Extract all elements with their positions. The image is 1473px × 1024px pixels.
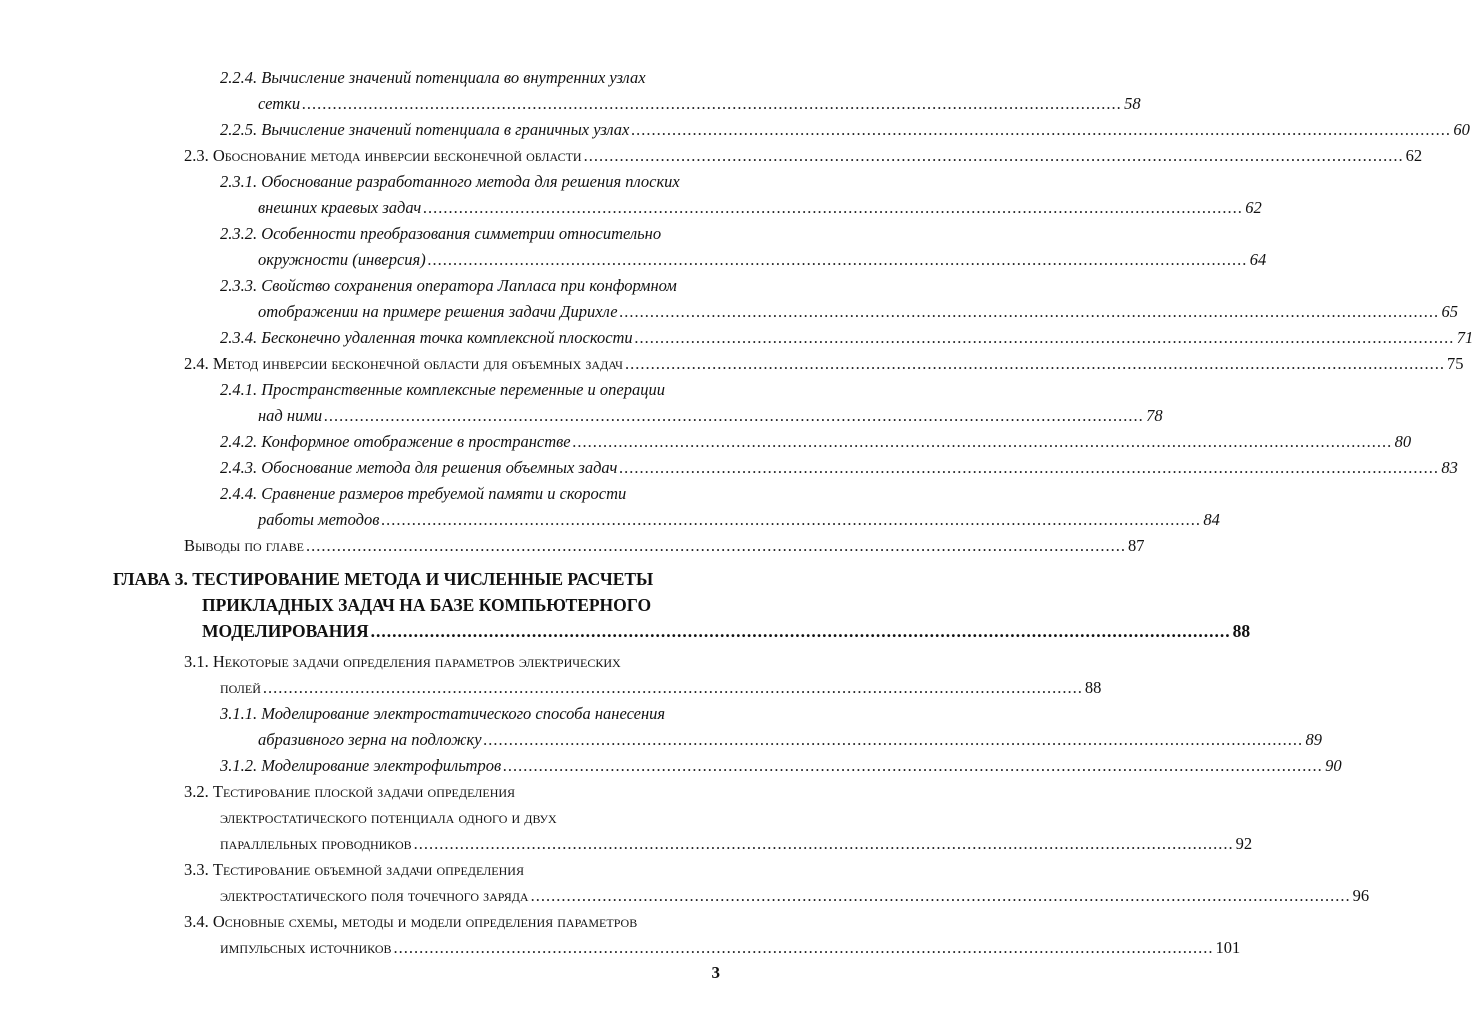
toc-entry-2-3-4[interactable]: 2.3.4. Бесконечно удаленная точка комплексной плоскости ................................................................................................................................................................ 71 bbox=[220, 328, 1473, 347]
leader-dots: ................................................................................................................................................................ bbox=[427, 250, 1248, 269]
leader-dots: ................................................................................................................................................................ bbox=[624, 354, 1445, 373]
toc-entry-2-2-4[interactable]: сетки ................................................................................................................................................................ 58 bbox=[258, 94, 1141, 113]
leader-dots: ................................................................................................................................................................ bbox=[631, 120, 1452, 139]
toc-entry-2-3[interactable]: 2.3. Обоснование метода инверсии бесконечной области ................................................................................................................................................................ 62 bbox=[184, 146, 1423, 165]
toc-entry-chapter-3[interactable]: МОДЕЛИРОВАНИЯ ................................................................................................................................................................ 88 bbox=[202, 621, 1251, 641]
toc-entry-2-4-3[interactable]: 2.4.3. Обоснование метода для решения объемных задач ................................................................................................................................................................ 83 bbox=[220, 458, 1458, 477]
toc-entry-3-1-1-line1: 3.1.1. Моделирование электростатического способа нанесения bbox=[220, 704, 666, 723]
leader-dots: ................................................................................................................................................................ bbox=[324, 406, 1145, 425]
toc-entry-3-2-line1: 3.2. Тестирование плоской задачи определения bbox=[184, 782, 516, 801]
toc-entry-3-1[interactable]: полей ................................................................................................................................................................ 88 bbox=[220, 678, 1102, 697]
leader-dots: ................................................................................................................................................................ bbox=[370, 621, 1231, 641]
leader-dots: ................................................................................................................................................................ bbox=[305, 536, 1126, 555]
toc-entry-2-4-2[interactable]: 2.4.2. Конформное отображение в пространстве ................................................................................................................................................................ 80 bbox=[220, 432, 1412, 451]
toc-entry-2-4-1-line1: 2.4.1. Пространственные комплексные переменные и операции bbox=[220, 380, 665, 399]
toc-entry-2-4-1[interactable]: над ними ................................................................................................................................................................ 78 bbox=[258, 406, 1163, 425]
toc-entry-2-3-2-line1: 2.3.2. Особенности преобразования симметрии относительно bbox=[220, 224, 662, 243]
leader-dots: ................................................................................................................................................................ bbox=[381, 510, 1202, 529]
toc-entry-2-3-1-line1: 2.3.1. Обоснование разработанного метода для решения плоских bbox=[220, 172, 680, 191]
leader-dots: ................................................................................................................................................................ bbox=[572, 432, 1393, 451]
leader-dots: ................................................................................................................................................................ bbox=[634, 328, 1455, 347]
toc-entry-3-2-line2: электростатического потенциала одного и двух bbox=[220, 808, 557, 827]
toc-entry-3-1-2[interactable]: 3.1.2. Моделирование электрофильтров ................................................................................................................................................................ 90 bbox=[220, 756, 1342, 775]
toc-entry-conclusions[interactable]: Выводы по главе ................................................................................................................................................................ 87 bbox=[184, 536, 1145, 555]
leader-dots: ................................................................................................................................................................ bbox=[530, 886, 1351, 905]
toc-entry-3-3[interactable]: электростатического поля точечного заряда ................................................................................................................................................................ 96 bbox=[220, 886, 1370, 905]
leader-dots: ................................................................................................................................................................ bbox=[503, 756, 1324, 775]
toc-entry-3-1-1[interactable]: абразивного зерна на подложку ................................................................................................................................................................ 89 bbox=[258, 730, 1323, 749]
page-number: 3 bbox=[711, 963, 720, 982]
leader-dots: ................................................................................................................................................................ bbox=[483, 730, 1304, 749]
toc-entry-2-3-2[interactable]: окружности (инверсия) ................................................................................................................................................................ 64 bbox=[258, 250, 1267, 269]
toc-entry-2-4-4-line1: 2.4.4. Сравнение размеров требуемой памяти и скорости bbox=[220, 484, 627, 503]
toc-entry-2-3-3-line1: 2.3.3. Свойство сохранения оператора Лапласа при конформном bbox=[220, 276, 677, 295]
toc-entry-2-2-5[interactable]: 2.2.5. Вычисление значений потенциала в граничных узлах ................................................................................................................................................................ 60 bbox=[220, 120, 1470, 139]
leader-dots: ................................................................................................................................................................ bbox=[583, 146, 1404, 165]
leader-dots: ................................................................................................................................................................ bbox=[619, 458, 1440, 477]
chapter-3-title-line2: ПРИКЛАДНЫХ ЗАДАЧ НА БАЗЕ КОМПЬЮТЕРНОГО bbox=[202, 595, 652, 615]
toc-entry-2-3-3[interactable]: отображении на примере решения задачи Дирихле ................................................................................................................................................................ 65 bbox=[258, 302, 1459, 321]
toc-entry-3-2[interactable]: параллельных проводников ................................................................................................................................................................ 92 bbox=[220, 834, 1253, 853]
leader-dots: ................................................................................................................................................................ bbox=[413, 834, 1234, 853]
leader-dots: ................................................................................................................................................................ bbox=[393, 938, 1214, 957]
toc-entry-2-4[interactable]: 2.4. Метод инверсии бесконечной области для объемных задач ................................................................................................................................................................ 75 bbox=[184, 354, 1464, 373]
toc-entry-3-4-line1: 3.4. Основные схемы, методы и модели определения параметров bbox=[184, 912, 638, 931]
toc-entry-3-3-line1: 3.3. Тестирование объемной задачи определения bbox=[184, 860, 524, 879]
leader-dots: ................................................................................................................................................................ bbox=[302, 94, 1123, 113]
chapter-3-title-line1: ГЛАВА 3. ТЕСТИРОВАНИЕ МЕТОДА И ЧИСЛЕННЫЕ РАСЧЕТЫ bbox=[113, 569, 654, 589]
toc-entry-3-1-line1: 3.1. Некоторые задачи определения параметров электрических bbox=[184, 652, 621, 671]
toc-entry-2-4-4[interactable]: работы методов ................................................................................................................................................................ 84 bbox=[258, 510, 1220, 529]
leader-dots: ................................................................................................................................................................ bbox=[262, 678, 1083, 697]
toc-entry-3-4[interactable]: импульсных источников ................................................................................................................................................................ 101 bbox=[220, 938, 1241, 957]
leader-dots: ................................................................................................................................................................ bbox=[423, 198, 1244, 217]
toc-entry-2-3-1[interactable]: внешних краевых задач ................................................................................................................................................................ 62 bbox=[258, 198, 1262, 217]
toc-entry-2-2-4-line1: 2.2.4. Вычисление значений потенциала во внутренних узлах bbox=[220, 68, 646, 87]
leader-dots: ................................................................................................................................................................ bbox=[619, 302, 1440, 321]
